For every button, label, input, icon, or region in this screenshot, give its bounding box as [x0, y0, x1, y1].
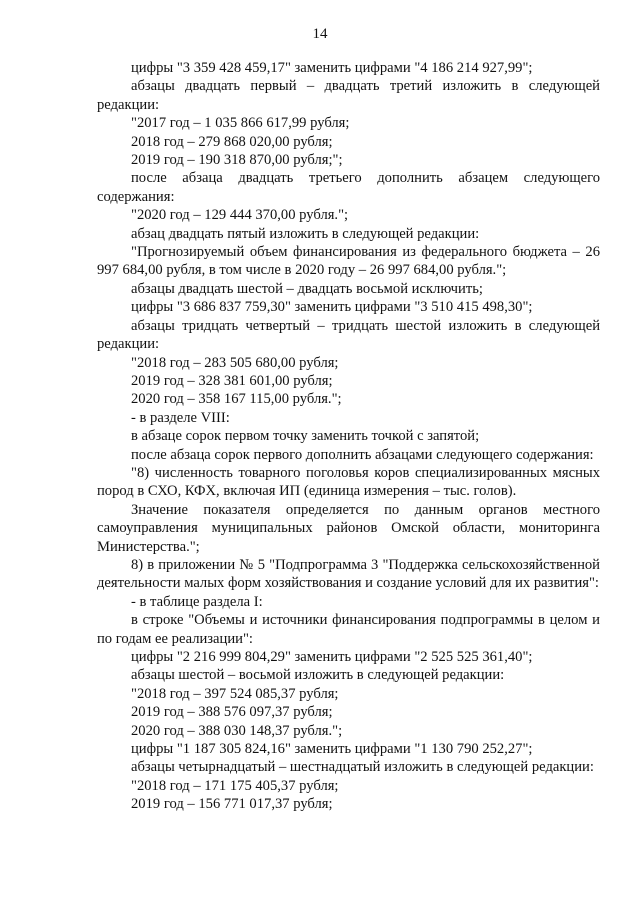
paragraph: абзацы четырнадцатый – шестнадцатый изложить в следующей редакции: [131, 759, 594, 776]
paragraph: 2019 год – 156 771 017,37 рубля; [131, 796, 333, 813]
paragraph: - в разделе VIII: [131, 409, 230, 426]
paragraph: после абзаца двадцать третьего дополнить абзацем следующего содержания: [97, 170, 600, 205]
document-body [97, 59, 600, 814]
paragraph: цифры "3 359 428 459,17" заменить цифрами "4 186 214 927,99"; [131, 60, 533, 76]
page-number: 14 [312, 26, 328, 42]
paragraph: абзацы тридцать четвертый – тридцать шестой изложить в следующей редакции: [97, 317, 600, 353]
paragraph: "2018 год – 171 175 405,37 рубля; [131, 777, 339, 794]
paragraph: 2019 год – 190 318 870,00 рубля;"; [131, 152, 343, 169]
paragraph: - в таблице раздела I: [131, 593, 263, 610]
paragraph: абзацы шестой – восьмой изложить в следующей редакции: [131, 667, 505, 684]
paragraph: 2020 год – 358 167 115,00 рубля."; [131, 391, 342, 408]
paragraph: цифры "1 187 305 824,16" заменить цифрами "1 130 790 252,27"; [131, 741, 533, 758]
paragraph: "8) численность товарного поголовья коров специализированных мясных пород в СХО, КФХ, включая ИП (единица измерения – тыс. голов). [97, 464, 600, 500]
paragraph: "Прогнозируемый объем финансирования из федерального бюджета – 26 997 684,00 рубля, в том числе в 2020 году – 26 997 684,00 рубля."; [97, 244, 600, 279]
paragraph: "2018 год – 283 505 680,00 рубля; [131, 354, 339, 371]
paragraph: "2020 год – 129 444 370,00 рубля."; [131, 207, 349, 224]
paragraph: абзацы двадцать шестой – двадцать восьмой исключить; [131, 280, 483, 297]
paragraph: в строке "Объемы и источники финансирования подпрограммы в целом и по годам ее реализации": [97, 612, 600, 647]
paragraph: абзацы двадцать первый – двадцать третий изложить в следующей редакции: [97, 78, 600, 113]
paragraph: "2018 год – 397 524 085,37 рубля; [131, 685, 339, 702]
paragraph: абзац двадцать пятый изложить в следующей редакции: [131, 225, 480, 242]
paragraph: после абзаца сорок первого дополнить абзацами следующего содержания: [131, 446, 594, 463]
paragraph: цифры "2 216 999 804,29" заменить цифрами "2 525 525 361,40"; [131, 649, 533, 665]
paragraph: 2020 год – 388 030 148,37 рубля."; [131, 722, 343, 739]
paragraph: цифры "3 686 837 759,30" заменить цифрами "3 510 415 498,30"; [131, 299, 533, 316]
paragraph: 2019 год – 388 576 097,37 рубля; [131, 704, 333, 721]
paragraph: Значение показателя определяется по данным органов местного самоуправления муниципальных районов Омской области, мониторинга Министерства."; [97, 501, 600, 555]
paragraph: 2019 год – 328 381 601,00 рубля; [131, 372, 333, 389]
paragraph: "2017 год – 1 035 866 617,99 рубля; [131, 115, 350, 132]
paragraph: 2018 год – 279 868 020,00 рубля; [131, 133, 333, 150]
paragraph: в абзаце сорок первом точку заменить точкой с запятой; [131, 428, 480, 445]
paragraph: 8) в приложении № 5 "Подпрограмма 3 "Поддержка сельскохозяйственной деятельности малых форм хозяйствования и создание условий для их развития": [97, 556, 600, 592]
